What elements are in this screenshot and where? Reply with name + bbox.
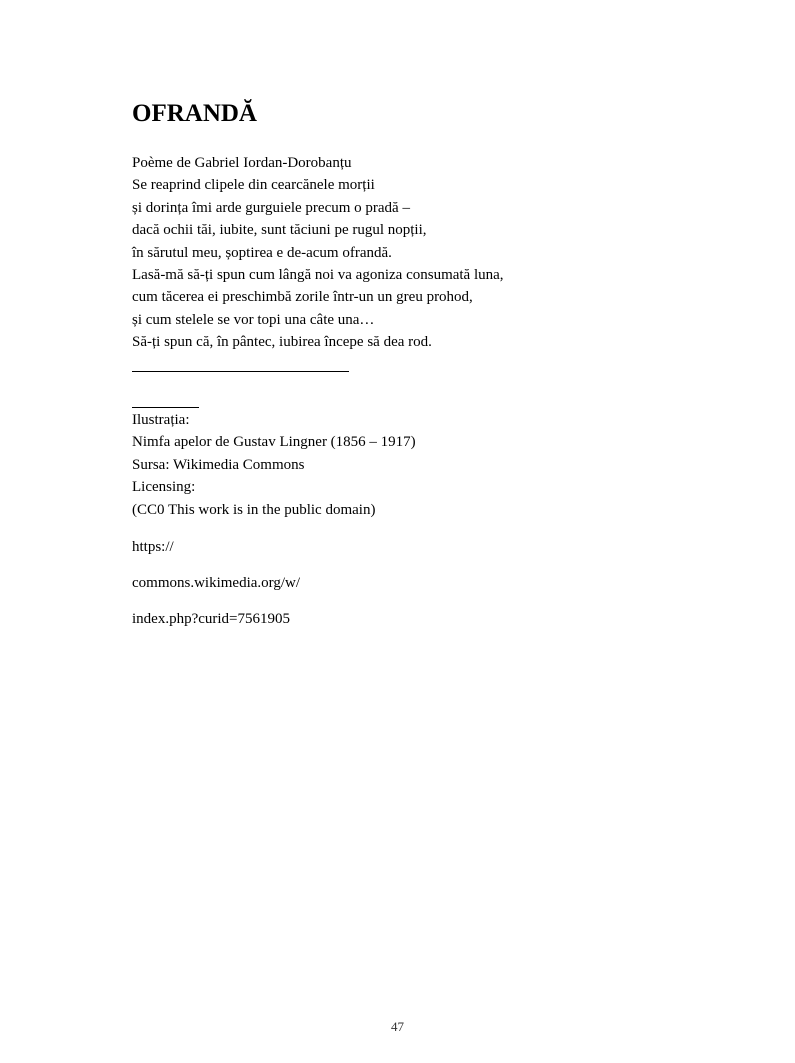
source-url-part: index.php?curid=7561905 <box>132 611 291 627</box>
license-line: (CC0 This work is in the public domain) <box>132 501 376 518</box>
source-line: Sursa: Wikimedia Commons <box>132 456 305 473</box>
poem-line: Să-ți spun că, în pântec, iubirea începe să dea rod. <box>132 334 432 351</box>
illustration-credits <box>132 409 416 521</box>
source-url-part: commons.wikimedia.org/w/ <box>132 575 301 591</box>
poem-title: OFRANDĂ <box>132 100 257 127</box>
poem-line: dacă ochii tăi, iubite, sunt tăciuni pe rugul nopții, <box>132 222 427 239</box>
footnote-divider <box>132 407 199 408</box>
poem-body <box>132 152 504 354</box>
licensing-label: Licensing: <box>132 479 196 496</box>
poem-line: în sărutul meu, șoptirea e de-acum ofrandă. <box>132 244 392 261</box>
poem-line: și cum stelele se vor topi una câte una… <box>132 311 375 328</box>
page-number: 47 <box>391 1019 404 1034</box>
illustration-label: Ilustrația: <box>132 412 190 428</box>
poem-line: Lasă-mă să-ți spun cum lângă noi va agoniza consumată luna, <box>132 267 504 284</box>
poem-line: Se reaprind clipele din cearcănele morții <box>132 177 375 194</box>
poem-line: și dorința îmi arde gurguiele precum o pradă – <box>132 199 410 216</box>
poem-end-divider <box>132 371 349 372</box>
source-url-part: https:// <box>132 539 174 555</box>
illustration-title: Nimfa apelor de Gustav Lingner (1856 – 1917) <box>132 434 416 451</box>
poem-author-line: Poème de Gabriel Iordan-Dorobanțu <box>132 155 352 171</box>
poem-line: cum tăcerea ei preschimbă zorile într-un un greu prohod, <box>132 289 473 306</box>
